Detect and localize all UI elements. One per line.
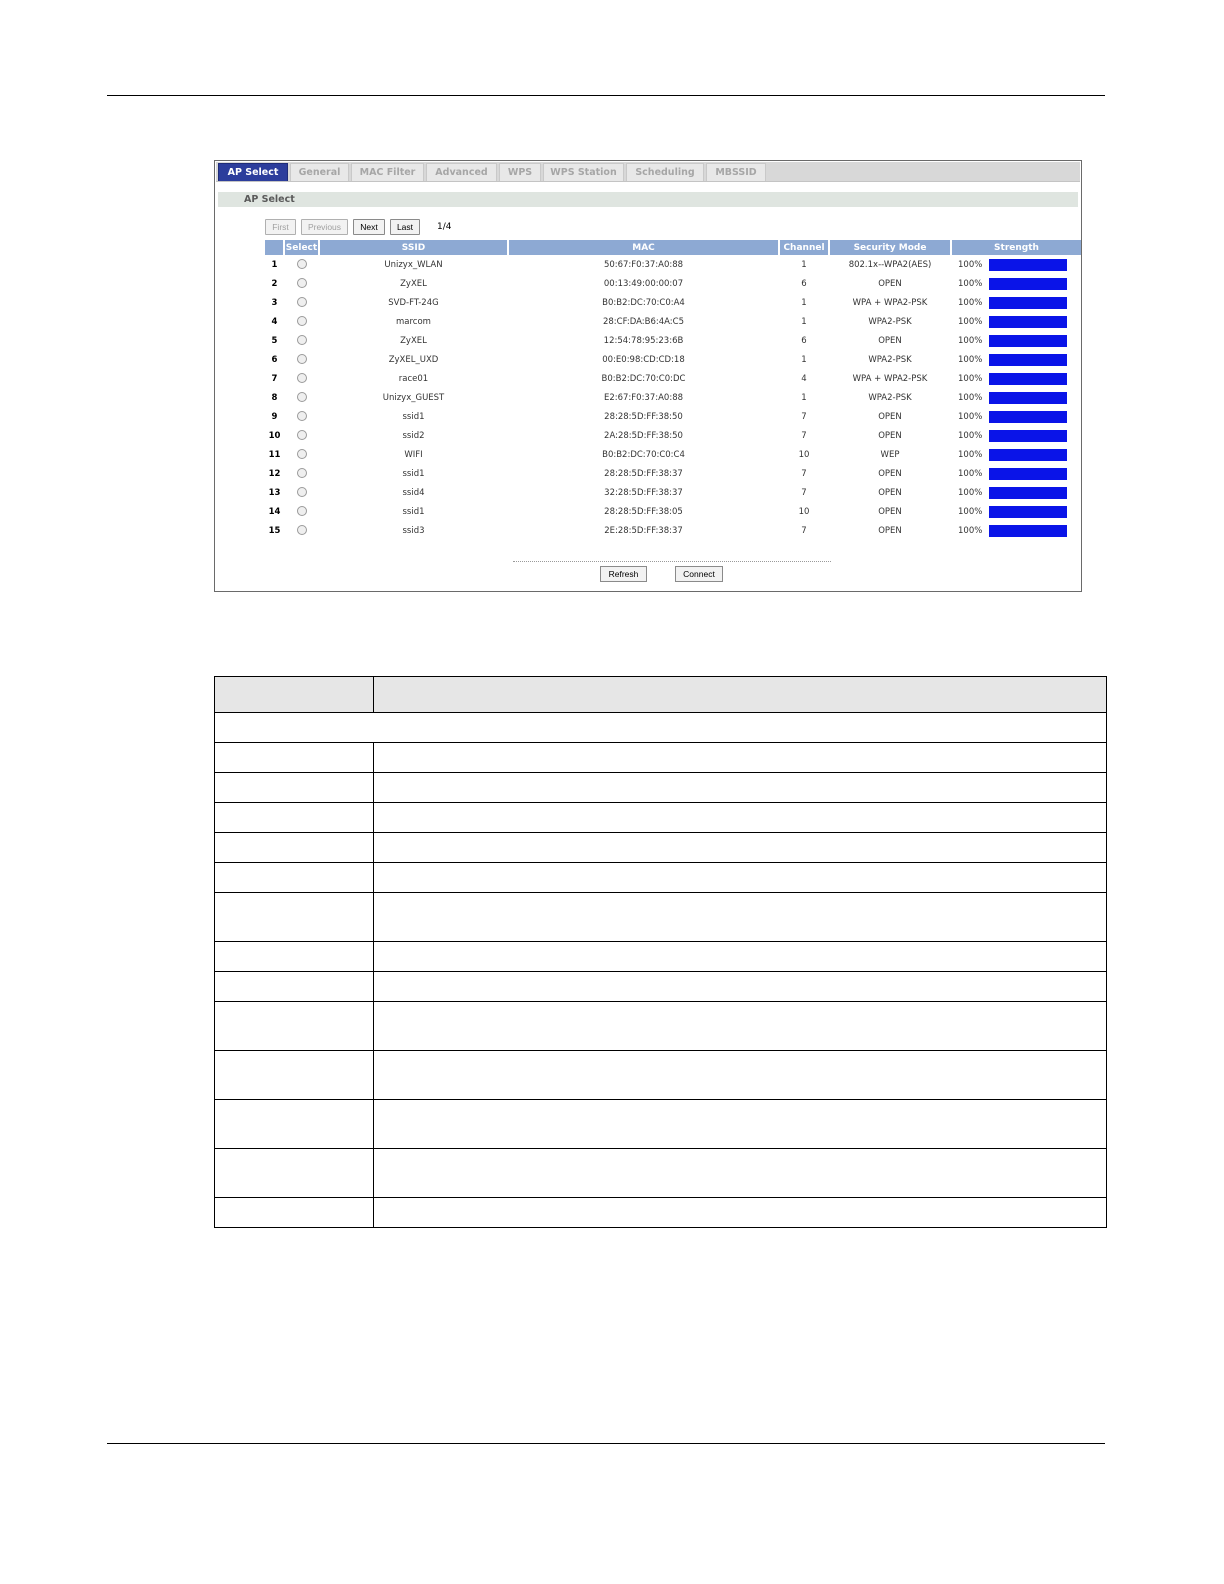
mac-cell: 2A:28:5D:FF:38:50: [604, 430, 683, 441]
label-cell: [215, 1198, 374, 1228]
security-mode-cell: OPEN: [878, 468, 902, 479]
description-table-header: [215, 677, 1107, 713]
strength-cell: [951, 521, 1081, 540]
strength-bar: [989, 449, 1067, 461]
column-header-ssid: SSID: [319, 240, 508, 255]
security-mode-cell: OPEN: [878, 278, 902, 289]
row-number: 2: [271, 278, 278, 289]
section-cell: [215, 713, 1107, 743]
select-radio-cell: [284, 312, 319, 331]
row-number: 6: [271, 354, 278, 365]
ssid-cell: marcom: [396, 316, 431, 327]
table-row: [265, 331, 1081, 350]
strength-cell: [951, 312, 1081, 331]
tab-wps[interactable]: WPS: [499, 163, 541, 181]
select-radio-cell: [284, 464, 319, 483]
description-cell: [374, 1051, 1107, 1100]
description-cell: [374, 833, 1107, 863]
security-mode-cell: WPA + WPA2-PSK: [852, 297, 928, 308]
strength-percent: 100%: [958, 487, 983, 498]
column-header-strength: Strength: [951, 240, 1081, 255]
label-cell: [215, 863, 374, 893]
security-mode-cell: OPEN: [878, 487, 902, 498]
security-mode-cell: WEP: [880, 449, 900, 460]
channel-cell: 1: [801, 316, 807, 327]
ssid-cell: race01: [398, 373, 429, 384]
mac-cell: B0:B2:DC:70:C0:C4: [602, 449, 685, 460]
strength-cell: [951, 255, 1081, 274]
ssid-cell: Unizyx_GUEST: [382, 392, 445, 403]
strength-percent: 100%: [958, 430, 983, 441]
mac-cell: 28:28:5D:FF:38:50: [604, 411, 683, 422]
description-cell: [374, 942, 1107, 972]
select-radio-button[interactable]: [297, 411, 307, 421]
security-mode-cell: WPA + WPA2-PSK: [852, 373, 928, 384]
strength-bar: [989, 468, 1067, 480]
section-header: [218, 192, 1078, 207]
security-mode-cell: OPEN: [878, 525, 902, 536]
strength-percent: 100%: [958, 373, 983, 384]
label-cell: [215, 942, 374, 972]
label-cell: [215, 1100, 374, 1149]
strength-percent: 100%: [958, 411, 983, 422]
table-row: [265, 464, 1081, 483]
channel-cell: 6: [801, 335, 807, 346]
description-row: [215, 942, 1107, 972]
ssid-cell: ssid3: [402, 525, 425, 536]
row-number: 3: [271, 297, 278, 308]
label-cell: [215, 1002, 374, 1051]
strength-bar: [989, 430, 1067, 442]
label-header-cell: [215, 677, 374, 713]
label-cell: [215, 803, 374, 833]
mac-cell: 32:28:5D:FF:38:37: [604, 487, 683, 498]
description-row: [215, 863, 1107, 893]
select-radio-cell: [284, 369, 319, 388]
table-row: [265, 312, 1081, 331]
channel-cell: 4: [801, 373, 807, 384]
table-row: [265, 255, 1081, 274]
select-radio-cell: [284, 407, 319, 426]
select-radio-cell: [284, 293, 319, 312]
row-number: 7: [271, 373, 278, 384]
description-row: [215, 1198, 1107, 1228]
select-radio-cell: [284, 388, 319, 407]
channel-cell: 7: [801, 525, 807, 536]
select-radio-button[interactable]: [297, 525, 307, 535]
channel-cell: 1: [801, 259, 807, 270]
row-number: 13: [268, 487, 281, 498]
ssid-cell: ssid1: [402, 468, 425, 479]
table-row: [265, 350, 1081, 369]
select-radio-button[interactable]: [297, 468, 307, 478]
description-cell: [374, 1198, 1107, 1228]
channel-cell: 10: [798, 506, 810, 517]
security-mode-cell: WPA2-PSK: [868, 354, 912, 365]
description-row: [215, 972, 1107, 1002]
select-radio-cell: [284, 255, 319, 274]
select-radio-button[interactable]: [297, 278, 307, 288]
channel-cell: 6: [801, 278, 807, 289]
description-table: [214, 676, 1107, 1228]
column-header-channel: Channel: [779, 240, 829, 255]
row-number: 1: [271, 259, 278, 270]
description-row: [215, 743, 1107, 773]
table-row: [265, 369, 1081, 388]
row-number: 9: [271, 411, 278, 422]
strength-bar: [989, 373, 1067, 385]
tab-ap-select[interactable]: AP Select: [218, 163, 288, 181]
security-mode-cell: 802.1x--WPA2(AES): [848, 259, 932, 270]
select-radio-cell: [284, 426, 319, 445]
ssid-cell: ssid2: [402, 430, 425, 441]
security-mode-cell: WPA2-PSK: [868, 316, 912, 327]
column-header-number: [265, 240, 284, 255]
tab-wps-station[interactable]: WPS Station: [543, 163, 624, 181]
strength-bar: [989, 335, 1067, 347]
tab-bar: [216, 162, 1080, 182]
strength-bar: [989, 525, 1067, 537]
strength-percent: 100%: [958, 525, 983, 536]
ssid-cell: WIFI: [404, 449, 423, 460]
channel-cell: 1: [801, 354, 807, 365]
strength-cell: [951, 445, 1081, 464]
mac-cell: B0:B2:DC:70:C0:DC: [601, 373, 686, 384]
strength-cell: [951, 274, 1081, 293]
strength-bar: [989, 506, 1067, 518]
strength-percent: 100%: [958, 297, 983, 308]
row-number: 11: [268, 449, 281, 460]
select-radio-cell: [284, 483, 319, 502]
strength-percent: 100%: [958, 468, 983, 479]
label-cell: [215, 893, 374, 942]
security-mode-cell: OPEN: [878, 506, 902, 517]
ssid-cell: ssid1: [402, 506, 425, 517]
next-page-button[interactable]: Next: [353, 219, 385, 235]
mac-cell: 28:CF:DA:B6:4A:C5: [602, 316, 684, 327]
strength-bar: [989, 411, 1067, 423]
description-row: [215, 1051, 1107, 1100]
strength-cell: [951, 502, 1081, 521]
bottom-rule: [107, 1443, 1105, 1444]
select-radio-button[interactable]: [297, 259, 307, 269]
description-cell: [374, 863, 1107, 893]
description-row: [215, 1002, 1107, 1051]
description-cell: [374, 972, 1107, 1002]
label-cell: [215, 743, 374, 773]
table-row: [265, 521, 1081, 540]
ssid-cell: ZyXEL: [400, 278, 427, 289]
ssid-cell: ssid1: [402, 411, 425, 422]
description-row: [215, 803, 1107, 833]
page-indicator: 1/4: [437, 222, 452, 232]
strength-bar: [989, 354, 1067, 366]
mac-cell: 00:E0:98:CD:CD:18: [602, 354, 685, 365]
label-cell: [215, 773, 374, 803]
select-radio-button[interactable]: [297, 506, 307, 516]
ap-select-screenshot: [214, 160, 1082, 592]
ssid-cell: SVD-FT-24G: [388, 297, 439, 308]
channel-cell: 1: [801, 392, 807, 403]
tab-advanced[interactable]: Advanced: [426, 163, 497, 181]
strength-bar: [989, 487, 1067, 499]
table-row: [265, 426, 1081, 445]
select-radio-button[interactable]: [297, 449, 307, 459]
select-radio-cell: [284, 521, 319, 540]
first-page-button[interactable]: First: [265, 219, 296, 235]
table-row: [265, 483, 1081, 502]
description-cell: [374, 1002, 1107, 1051]
strength-percent: 100%: [958, 354, 983, 365]
strength-bar: [989, 392, 1067, 404]
refresh-button[interactable]: Refresh: [600, 566, 647, 582]
tab-general[interactable]: General: [290, 163, 349, 181]
mac-cell: 50:67:F0:37:A0:88: [603, 259, 684, 270]
connect-button[interactable]: Connect: [675, 566, 723, 582]
table-row: [265, 293, 1081, 312]
strength-percent: 100%: [958, 259, 983, 270]
strength-percent: 100%: [958, 316, 983, 327]
mac-cell: 28:28:5D:FF:38:05: [604, 506, 683, 517]
strength-percent: 100%: [958, 506, 983, 517]
mac-cell: 28:28:5D:FF:38:37: [604, 468, 683, 479]
strength-percent: 100%: [958, 335, 983, 346]
select-radio-button[interactable]: [297, 297, 307, 307]
description-cell: [374, 773, 1107, 803]
security-mode-cell: WPA2-PSK: [868, 392, 912, 403]
table-row: [265, 274, 1081, 293]
column-header-select: Select: [284, 240, 319, 255]
channel-cell: 7: [801, 487, 807, 498]
select-radio-cell: [284, 331, 319, 350]
select-radio-cell: [284, 350, 319, 369]
row-number: 15: [268, 525, 281, 536]
row-number: 4: [271, 316, 278, 327]
strength-percent: 100%: [958, 392, 983, 403]
label-cell: [215, 1051, 374, 1100]
top-rule: [107, 95, 1105, 96]
channel-cell: 7: [801, 411, 807, 422]
description-section-row: [215, 713, 1107, 743]
column-header-security-mode: Security Mode: [829, 240, 951, 255]
channel-cell: 10: [798, 449, 810, 460]
mac-cell: 00:13:49:00:00:07: [603, 278, 684, 289]
description-cell: [374, 743, 1107, 773]
strength-cell: [951, 407, 1081, 426]
last-page-button[interactable]: Last: [390, 219, 420, 235]
column-header-mac: MAC: [508, 240, 779, 255]
row-number: 14: [268, 506, 281, 517]
strength-bar: [989, 316, 1067, 328]
select-radio-button[interactable]: [297, 373, 307, 383]
ap-list-table: [265, 240, 1081, 540]
previous-page-button[interactable]: Previous: [301, 219, 348, 235]
strength-cell: [951, 369, 1081, 388]
select-radio-button[interactable]: [297, 316, 307, 326]
description-row: [215, 893, 1107, 942]
ap-list-body: [265, 255, 1081, 540]
row-number: 5: [271, 335, 278, 346]
strength-cell: [951, 464, 1081, 483]
divider: [513, 561, 831, 562]
row-number: 12: [268, 468, 281, 479]
strength-bar: [989, 297, 1067, 309]
description-row: [215, 1100, 1107, 1149]
description-cell: [374, 1149, 1107, 1198]
description-cell: [374, 893, 1107, 942]
strength-cell: [951, 483, 1081, 502]
table-row: [265, 407, 1081, 426]
select-radio-button[interactable]: [297, 430, 307, 440]
strength-bar: [989, 278, 1067, 290]
tab-mac-filter[interactable]: MAC Filter: [351, 163, 424, 181]
strength-cell: [951, 331, 1081, 350]
label-cell: [215, 972, 374, 1002]
channel-cell: 7: [801, 468, 807, 479]
strength-percent: 100%: [958, 449, 983, 460]
select-radio-cell: [284, 445, 319, 464]
table-row: [265, 388, 1081, 407]
row-number: 8: [271, 392, 278, 403]
select-radio-button[interactable]: [297, 354, 307, 364]
table-row: [265, 502, 1081, 521]
security-mode-cell: OPEN: [878, 430, 902, 441]
table-header-row: [265, 240, 1081, 255]
select-radio-button[interactable]: [297, 392, 307, 402]
strength-cell: [951, 293, 1081, 312]
security-mode-cell: OPEN: [878, 335, 902, 346]
select-radio-button[interactable]: [297, 487, 307, 497]
description-cell: [374, 803, 1107, 833]
strength-cell: [951, 350, 1081, 369]
ssid-cell: ZyXEL_UXD: [388, 354, 439, 365]
strength-cell: [951, 388, 1081, 407]
select-radio-button[interactable]: [297, 335, 307, 345]
strength-cell: [951, 426, 1081, 445]
ssid-cell: ssid4: [402, 487, 425, 498]
mac-cell: 2E:28:5D:FF:38:37: [604, 525, 683, 536]
tab-mbssid[interactable]: MBSSID: [706, 163, 766, 181]
ssid-cell: ZyXEL: [400, 335, 427, 346]
strength-percent: 100%: [958, 278, 983, 289]
tab-scheduling[interactable]: Scheduling: [626, 163, 704, 181]
section-title: AP Select: [244, 194, 295, 205]
label-cell: [215, 833, 374, 863]
channel-cell: 7: [801, 430, 807, 441]
description-row: [215, 773, 1107, 803]
description-header-cell: [374, 677, 1107, 713]
select-radio-cell: [284, 502, 319, 521]
mac-cell: B0:B2:DC:70:C0:A4: [602, 297, 685, 308]
label-cell: [215, 1149, 374, 1198]
select-radio-cell: [284, 274, 319, 293]
table-row: [265, 445, 1081, 464]
description-row: [215, 833, 1107, 863]
strength-bar: [989, 259, 1067, 271]
channel-cell: 1: [801, 297, 807, 308]
description-row: [215, 1149, 1107, 1198]
row-number: 10: [268, 430, 281, 441]
mac-cell: E2:67:F0:37:A0:88: [603, 392, 684, 403]
mac-cell: 12:54:78:95:23:6B: [603, 335, 684, 346]
ssid-cell: Unizyx_WLAN: [384, 259, 443, 270]
security-mode-cell: OPEN: [878, 411, 902, 422]
description-cell: [374, 1100, 1107, 1149]
